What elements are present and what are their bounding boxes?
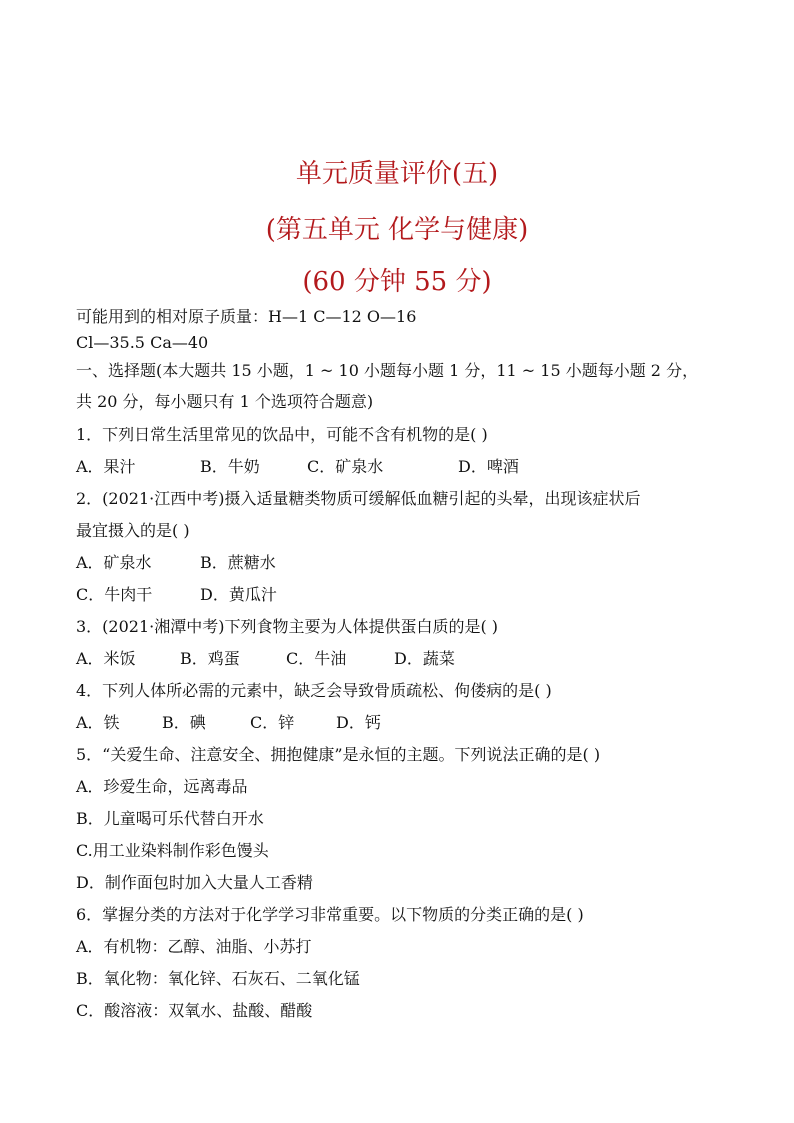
page-title: 单元质量评价(五) xyxy=(295,159,499,189)
section-heading-line-1: 一、选择题(本大题共 15 小题，1 ~ 10 小题每小题 1 分，11 ~ 15 小题每小题 2 分， xyxy=(76,361,699,380)
question-1-option-d: D．啤酒 xyxy=(458,457,519,476)
question-2-options-row-2 xyxy=(76,584,376,606)
question-4-option-a: A．铁 xyxy=(76,713,120,732)
question-1-option-a: A．果汁 xyxy=(76,457,136,476)
question-1-options xyxy=(76,456,636,478)
question-2-option-d: D．黄瓜汁 xyxy=(200,585,277,604)
question-5-option-d: D．制作面包时加入大量人工香精 xyxy=(76,873,313,892)
question-4-option-c: C．锌 xyxy=(250,713,295,732)
atomic-mass-line-1: 可能用到的相对原子质量：H—1 C—12 O—16 xyxy=(76,307,417,326)
question-3-option-a: A．米饭 xyxy=(76,649,136,668)
question-3-option-d: D．蔬菜 xyxy=(394,649,455,668)
question-5-option-c: C.用工业染料制作彩色馒头 xyxy=(76,841,269,860)
question-5-option-a: A．珍爱生命，远离毒品 xyxy=(76,777,248,796)
question-4-options xyxy=(76,712,416,734)
question-6-option-a: A．有机物：乙醇、油脂、小苏打 xyxy=(76,937,312,956)
question-6-stem: 6．掌握分类的方法对于化学学习非常重要。以下物质的分类正确的是( ) xyxy=(76,905,584,924)
question-3-option-c: C．牛油 xyxy=(286,649,347,668)
atomic-mass-line-2: Cl—35.5 Ca—40 xyxy=(76,333,209,352)
question-5-stem: 5．“关爱生命、注意安全、拥抱健康”是永恒的主题。下列说法正确的是( ) xyxy=(76,745,601,764)
question-2-stem-line-1: 2．(2021·江西中考)摄入适量糖类物质可缓解低血糖引起的头晕，出现该症状后 xyxy=(76,489,641,508)
page-subtitle: (第五单元 化学与健康) xyxy=(265,215,529,245)
question-2-stem-line-2: 最宜摄入的是( ) xyxy=(76,521,190,540)
question-2-options-row-1 xyxy=(76,552,376,574)
question-2-option-b: B．蔗糖水 xyxy=(200,553,276,572)
question-4-stem: 4．下列人体所必需的元素中，缺乏会导致骨质疏松、佝偻病的是( ) xyxy=(76,681,552,700)
question-1-stem: 1．下列日常生活里常见的饮品中，可能不含有机物的是( ) xyxy=(76,425,488,444)
question-3-option-b: B．鸡蛋 xyxy=(180,649,240,668)
question-1-option-b: B．牛奶 xyxy=(200,457,260,476)
question-4-option-b: B．碘 xyxy=(162,713,206,732)
section-heading-line-2: 共 20 分，每小题只有 1 个选项符合题意) xyxy=(76,392,374,411)
question-3-options xyxy=(76,648,496,670)
time-score-line: (60 分钟 55 分) xyxy=(302,267,492,297)
question-5-option-b: B．儿童喝可乐代替白开水 xyxy=(76,809,264,828)
question-2-option-c: C．牛肉干 xyxy=(76,585,153,604)
question-6-option-b: B．氧化物：氧化锌、石灰石、二氧化锰 xyxy=(76,969,360,988)
question-2-option-a: A．矿泉水 xyxy=(76,553,152,572)
question-6-option-c: C．酸溶液：双氧水、盐酸、醋酸 xyxy=(76,1001,313,1020)
question-1-option-c: C．矿泉水 xyxy=(307,457,384,476)
question-4-option-d: D．钙 xyxy=(336,713,381,732)
question-3-stem: 3．(2021·湘潭中考)下列食物主要为人体提供蛋白质的是( ) xyxy=(76,617,499,636)
